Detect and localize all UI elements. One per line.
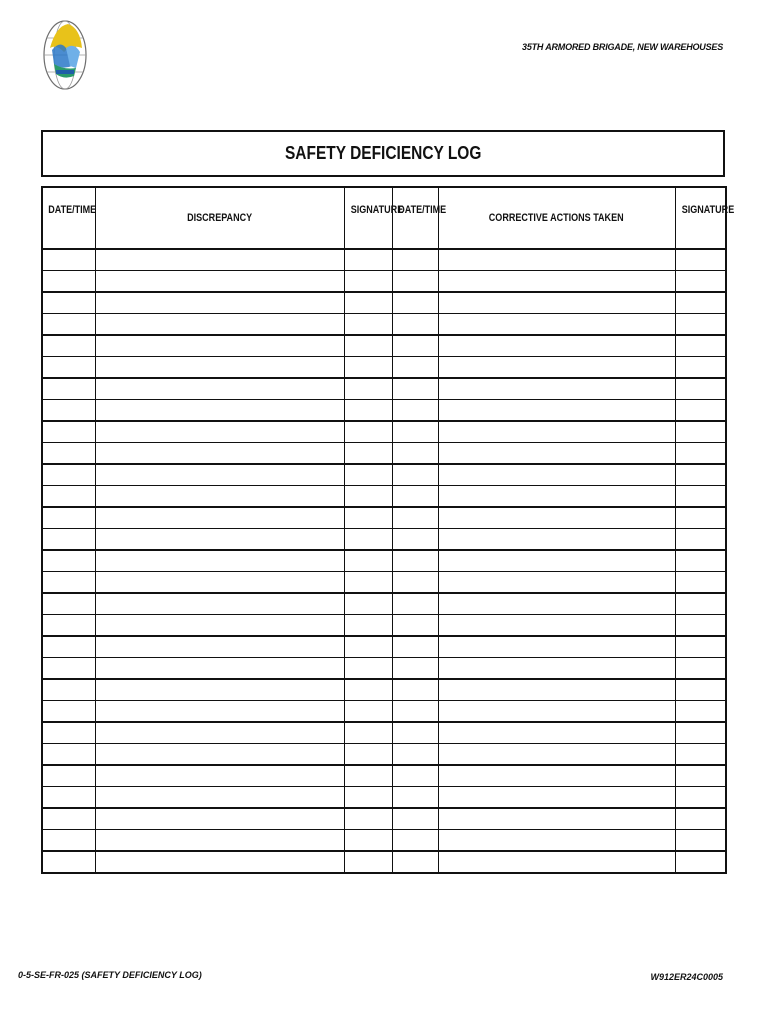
table-cell[interactable] bbox=[675, 486, 726, 508]
table-cell[interactable] bbox=[675, 314, 726, 336]
table-cell[interactable] bbox=[42, 765, 95, 787]
column-header-label: DATE/TIME bbox=[48, 204, 97, 216]
table-cell[interactable] bbox=[675, 335, 726, 357]
table-cell[interactable] bbox=[344, 851, 392, 873]
table-row bbox=[42, 851, 726, 873]
table-cell[interactable] bbox=[42, 400, 95, 422]
table-cell[interactable] bbox=[392, 486, 438, 508]
table-cell[interactable] bbox=[42, 378, 95, 400]
table-cell[interactable] bbox=[675, 658, 726, 680]
document-number: W912ER24C0005 bbox=[650, 972, 723, 982]
table-cell[interactable] bbox=[438, 679, 675, 701]
table-cell[interactable] bbox=[675, 722, 726, 744]
table-cell[interactable] bbox=[95, 443, 344, 465]
table-cell[interactable] bbox=[42, 679, 95, 701]
form-code: 0-5-SE-FR-025 (SAFETY DEFICIENCY LOG) bbox=[18, 970, 202, 980]
table-cell[interactable] bbox=[675, 421, 726, 443]
table-cell[interactable] bbox=[344, 529, 392, 551]
table-cell[interactable] bbox=[438, 572, 675, 594]
table-cell[interactable] bbox=[95, 400, 344, 422]
table-row bbox=[42, 615, 726, 637]
table-cell[interactable] bbox=[344, 830, 392, 852]
table-cell[interactable] bbox=[392, 851, 438, 873]
table-row bbox=[42, 378, 726, 400]
table-cell[interactable] bbox=[438, 443, 675, 465]
table-row bbox=[42, 722, 726, 744]
page-title: SAFETY DEFICIENCY LOG bbox=[284, 143, 482, 163]
table-cell[interactable] bbox=[344, 636, 392, 658]
table-cell[interactable] bbox=[392, 701, 438, 723]
table-cell[interactable] bbox=[344, 722, 392, 744]
table-cell[interactable] bbox=[675, 529, 726, 551]
header-row bbox=[42, 187, 726, 249]
column-header-date-time-2 bbox=[392, 187, 446, 249]
table-cell[interactable] bbox=[42, 421, 95, 443]
table-row bbox=[42, 507, 726, 529]
table-cell[interactable] bbox=[392, 615, 438, 637]
table-cell[interactable] bbox=[392, 722, 438, 744]
table-cell[interactable] bbox=[42, 357, 95, 379]
table-row bbox=[42, 335, 726, 357]
table-cell[interactable] bbox=[675, 830, 726, 852]
table-cell[interactable] bbox=[438, 787, 675, 809]
table-cell[interactable] bbox=[675, 400, 726, 422]
table-row bbox=[42, 314, 726, 336]
table-cell[interactable] bbox=[344, 572, 392, 594]
table-cell[interactable] bbox=[438, 421, 675, 443]
table-row bbox=[42, 486, 726, 508]
table-cell[interactable] bbox=[438, 378, 675, 400]
table-cell[interactable] bbox=[675, 292, 726, 314]
table-cell[interactable] bbox=[344, 443, 392, 465]
table-cell[interactable] bbox=[95, 292, 344, 314]
table-cell[interactable] bbox=[392, 271, 438, 293]
table-row bbox=[42, 636, 726, 658]
table-cell[interactable] bbox=[344, 701, 392, 723]
table-cell[interactable] bbox=[438, 529, 675, 551]
table-row bbox=[42, 400, 726, 422]
table-cell[interactable] bbox=[95, 851, 344, 873]
table-cell[interactable] bbox=[392, 335, 438, 357]
table-row bbox=[42, 357, 726, 379]
table-cell[interactable] bbox=[392, 443, 438, 465]
table-cell[interactable] bbox=[392, 378, 438, 400]
table-row bbox=[42, 443, 726, 465]
table-cell[interactable] bbox=[344, 314, 392, 336]
column-header-label: DISCREPANCY bbox=[186, 212, 252, 224]
column-header-corrective-actions bbox=[438, 187, 675, 249]
table-cell[interactable] bbox=[392, 830, 438, 852]
table-row bbox=[42, 701, 726, 723]
table-cell[interactable] bbox=[392, 464, 438, 486]
table-cell[interactable] bbox=[675, 744, 726, 766]
table-cell[interactable] bbox=[42, 722, 95, 744]
table-row bbox=[42, 464, 726, 486]
table-cell[interactable] bbox=[675, 464, 726, 486]
table-cell[interactable] bbox=[675, 249, 726, 271]
table-cell[interactable] bbox=[95, 722, 344, 744]
table-cell[interactable] bbox=[344, 400, 392, 422]
title-box bbox=[41, 130, 725, 177]
column-header-signature-2 bbox=[675, 187, 734, 249]
table-cell[interactable] bbox=[675, 378, 726, 400]
table-cell[interactable] bbox=[344, 357, 392, 379]
table-row bbox=[42, 249, 726, 271]
table-cell[interactable] bbox=[438, 851, 675, 873]
table-cell[interactable] bbox=[675, 572, 726, 594]
table-cell[interactable] bbox=[392, 507, 438, 529]
table-cell[interactable] bbox=[392, 400, 438, 422]
table-cell[interactable] bbox=[344, 808, 392, 830]
table-cell[interactable] bbox=[438, 464, 675, 486]
table-row bbox=[42, 529, 726, 551]
table-cell[interactable] bbox=[42, 443, 95, 465]
table-cell[interactable] bbox=[675, 593, 726, 615]
table-cell[interactable] bbox=[392, 787, 438, 809]
table-cell[interactable] bbox=[95, 550, 344, 572]
table-cell[interactable] bbox=[95, 335, 344, 357]
table-cell[interactable] bbox=[42, 314, 95, 336]
table-cell[interactable] bbox=[438, 357, 675, 379]
table-cell[interactable] bbox=[392, 658, 438, 680]
table-cell[interactable] bbox=[392, 314, 438, 336]
table-cell[interactable] bbox=[392, 572, 438, 594]
table-cell[interactable] bbox=[42, 701, 95, 723]
table-cell[interactable] bbox=[392, 249, 438, 271]
table-row bbox=[42, 593, 726, 615]
column-header-label: SIGNATURE bbox=[681, 204, 734, 216]
table-cell[interactable] bbox=[344, 464, 392, 486]
table-cell[interactable] bbox=[438, 615, 675, 637]
table-cell[interactable] bbox=[675, 808, 726, 830]
table-cell[interactable] bbox=[95, 593, 344, 615]
table-cell[interactable] bbox=[344, 787, 392, 809]
column-header-label: SIGNATURE bbox=[350, 204, 403, 216]
table-cell[interactable] bbox=[42, 292, 95, 314]
table-cell[interactable] bbox=[95, 658, 344, 680]
table-cell[interactable] bbox=[392, 529, 438, 551]
table-cell[interactable] bbox=[95, 357, 344, 379]
table-cell[interactable] bbox=[438, 271, 675, 293]
table-cell[interactable] bbox=[344, 292, 392, 314]
table-cell[interactable] bbox=[675, 765, 726, 787]
table-cell[interactable] bbox=[42, 658, 95, 680]
table-cell[interactable] bbox=[42, 787, 95, 809]
table-cell[interactable] bbox=[344, 615, 392, 637]
table-cell[interactable] bbox=[42, 464, 95, 486]
table-row bbox=[42, 550, 726, 572]
log-table bbox=[41, 186, 734, 874]
table-row bbox=[42, 271, 726, 293]
table-row bbox=[42, 292, 726, 314]
table-cell[interactable] bbox=[42, 808, 95, 830]
organization-name: 35TH ARMORED BRIGADE, NEW WAREHOUSES bbox=[522, 42, 723, 52]
table-cell[interactable] bbox=[392, 636, 438, 658]
table-cell[interactable] bbox=[438, 765, 675, 787]
table-cell[interactable] bbox=[42, 507, 95, 529]
table-cell[interactable] bbox=[392, 357, 438, 379]
table-cell[interactable] bbox=[95, 636, 344, 658]
table-cell[interactable] bbox=[675, 550, 726, 572]
table-cell[interactable] bbox=[95, 486, 344, 508]
table-cell[interactable] bbox=[675, 679, 726, 701]
table-cell[interactable] bbox=[344, 744, 392, 766]
table-cell[interactable] bbox=[95, 314, 344, 336]
table-row bbox=[42, 658, 726, 680]
table-cell[interactable] bbox=[95, 679, 344, 701]
table-cell[interactable] bbox=[42, 271, 95, 293]
table-cell[interactable] bbox=[438, 507, 675, 529]
table-cell[interactable] bbox=[95, 421, 344, 443]
column-header-label: DATE/TIME bbox=[397, 204, 446, 216]
table-cell[interactable] bbox=[95, 464, 344, 486]
table-row bbox=[42, 787, 726, 809]
table-cell[interactable] bbox=[438, 486, 675, 508]
table-cell[interactable] bbox=[392, 744, 438, 766]
table-cell[interactable] bbox=[675, 787, 726, 809]
table-cell[interactable] bbox=[95, 271, 344, 293]
table-cell[interactable] bbox=[42, 593, 95, 615]
table-cell[interactable] bbox=[392, 421, 438, 443]
table-cell[interactable] bbox=[675, 851, 726, 873]
table-row bbox=[42, 830, 726, 852]
table-cell[interactable] bbox=[95, 765, 344, 787]
table-cell[interactable] bbox=[42, 851, 95, 873]
table-cell[interactable] bbox=[95, 249, 344, 271]
table-cell[interactable] bbox=[392, 765, 438, 787]
table-cell[interactable] bbox=[95, 572, 344, 594]
table-cell[interactable] bbox=[42, 249, 95, 271]
table-cell[interactable] bbox=[438, 550, 675, 572]
table-cell[interactable] bbox=[675, 615, 726, 637]
table-cell[interactable] bbox=[344, 271, 392, 293]
table-cell[interactable] bbox=[95, 378, 344, 400]
table-cell[interactable] bbox=[392, 808, 438, 830]
table-cell[interactable] bbox=[95, 808, 344, 830]
table-cell[interactable] bbox=[675, 443, 726, 465]
table-cell[interactable] bbox=[344, 550, 392, 572]
table-row bbox=[42, 679, 726, 701]
table-row bbox=[42, 421, 726, 443]
table-cell[interactable] bbox=[344, 335, 392, 357]
table-cell[interactable] bbox=[438, 636, 675, 658]
table-cell[interactable] bbox=[344, 378, 392, 400]
table-cell[interactable] bbox=[95, 507, 344, 529]
table-cell[interactable] bbox=[42, 572, 95, 594]
column-header-label: CORRECTIVE ACTIONS TAKEN bbox=[489, 212, 624, 224]
table-cell[interactable] bbox=[392, 593, 438, 615]
table-cell[interactable] bbox=[675, 636, 726, 658]
table-cell[interactable] bbox=[42, 529, 95, 551]
table-cell[interactable] bbox=[438, 830, 675, 852]
table-cell[interactable] bbox=[95, 701, 344, 723]
column-header-date-time bbox=[42, 187, 95, 249]
column-header-discrepancy bbox=[95, 187, 344, 249]
table-cell[interactable] bbox=[95, 787, 344, 809]
table-cell[interactable] bbox=[42, 744, 95, 766]
table-cell[interactable] bbox=[675, 701, 726, 723]
table-cell[interactable] bbox=[95, 529, 344, 551]
globe-emblem-icon bbox=[42, 18, 88, 92]
table-cell[interactable] bbox=[344, 593, 392, 615]
column-header-signature bbox=[344, 187, 403, 249]
table-cell[interactable] bbox=[42, 550, 95, 572]
table-cell[interactable] bbox=[438, 658, 675, 680]
table-cell[interactable] bbox=[438, 722, 675, 744]
table-cell[interactable] bbox=[675, 357, 726, 379]
table-cell[interactable] bbox=[344, 658, 392, 680]
table-cell[interactable] bbox=[392, 292, 438, 314]
table-row bbox=[42, 572, 726, 594]
table-cell[interactable] bbox=[42, 615, 95, 637]
table-cell[interactable] bbox=[675, 507, 726, 529]
log-body bbox=[42, 249, 726, 873]
table-cell[interactable] bbox=[392, 550, 438, 572]
table-cell[interactable] bbox=[438, 400, 675, 422]
table-cell[interactable] bbox=[438, 593, 675, 615]
table-cell[interactable] bbox=[42, 830, 95, 852]
table-cell[interactable] bbox=[438, 701, 675, 723]
table-cell[interactable] bbox=[344, 679, 392, 701]
table-cell[interactable] bbox=[95, 744, 344, 766]
table-cell[interactable] bbox=[344, 765, 392, 787]
table-cell[interactable] bbox=[438, 314, 675, 336]
table-row bbox=[42, 765, 726, 787]
table-cell[interactable] bbox=[438, 808, 675, 830]
table-cell[interactable] bbox=[95, 830, 344, 852]
table-cell[interactable] bbox=[344, 507, 392, 529]
table-cell[interactable] bbox=[392, 679, 438, 701]
table-cell[interactable] bbox=[438, 744, 675, 766]
table-cell[interactable] bbox=[344, 486, 392, 508]
table-row bbox=[42, 744, 726, 766]
table-cell[interactable] bbox=[95, 615, 344, 637]
table-cell[interactable] bbox=[675, 271, 726, 293]
table-cell[interactable] bbox=[438, 249, 675, 271]
table-cell[interactable] bbox=[344, 249, 392, 271]
table-cell[interactable] bbox=[42, 636, 95, 658]
table-cell[interactable] bbox=[344, 421, 392, 443]
table-cell[interactable] bbox=[42, 335, 95, 357]
table-row bbox=[42, 808, 726, 830]
table-cell[interactable] bbox=[438, 292, 675, 314]
table-cell[interactable] bbox=[42, 486, 95, 508]
table-cell[interactable] bbox=[438, 335, 675, 357]
